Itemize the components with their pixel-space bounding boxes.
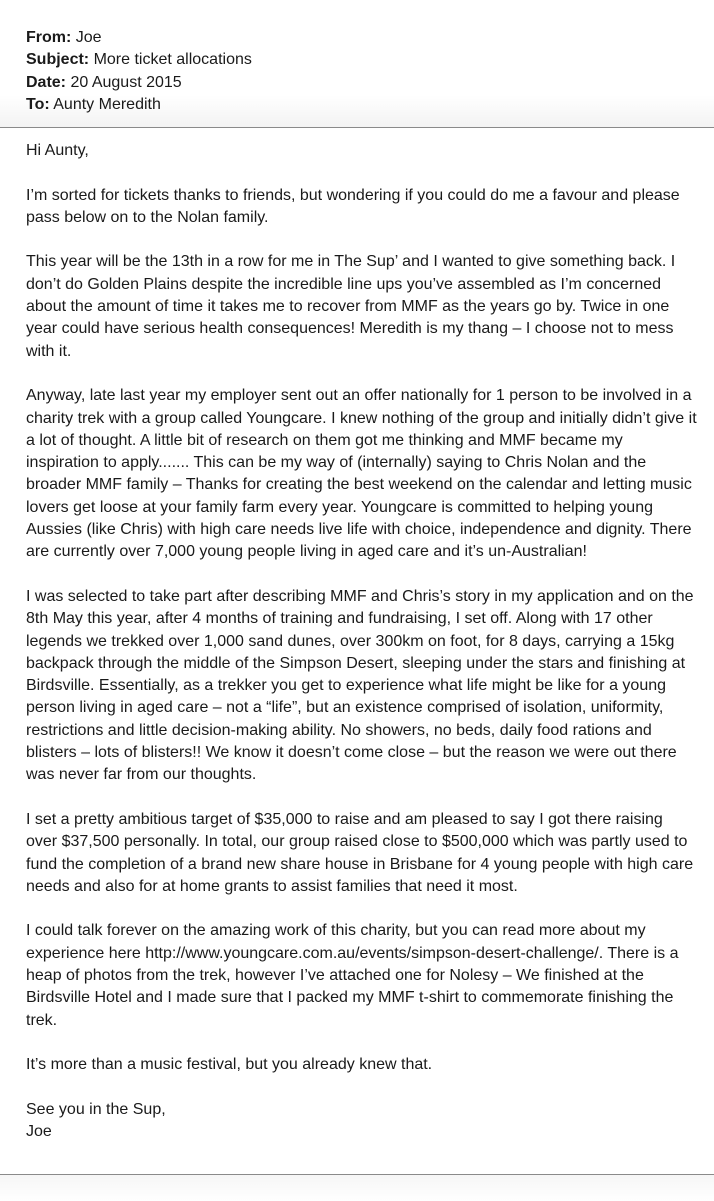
- date-label: Date:: [26, 73, 67, 91]
- subject-label: Subject:: [26, 51, 90, 69]
- email-header: [0, 0, 714, 128]
- paragraph-fundraising: I set a pretty ambitious target of $35,000 to raise and am pleased to say I got there raising over $37,500 personally. In total, our group raised close to $500,000 which was partly used to fund the completion of a brand new share house in Brisbane for 4 young people with high care needs and also for at home grants to assist families that need it most.: [26, 810, 694, 895]
- paragraph-trek: I was selected to take part after describing MMF and Chris’s story in my application and on the 8th May this year, after 4 months of training and fundraising, I set off. Along with 17 other legends we trekked over 1,000 sand dunes, over 300km on foot, for 8 days, carrying a 15kg backpack through the middle of the Simpson Desert, sleeping under the stars and finishing at Birdsville. Essentially, as a trekker you get to experience what life might be like for a young person living in aged care – not a “life”, but an existence comprised of isolation, uniformity, restrictions and little decision-making ability. No showers, no beds, daily food rations and blisters – lots of blisters!! We know it doesn’t come close – but the reason we were out there was never far from our thoughts.: [26, 587, 694, 784]
- paragraph-youngcare: Anyway, late last year my employer sent out an offer nationally for 1 person to be involved in a charity trek with a group called Youngcare. I knew nothing of the group and initially didn’t give it a lot of thought. A little bit of research on them got me thinking and MMF became my inspiration to apply....... This can be my way of (internally) saying to Chris Nolan and the broader MMF family – Thanks for creating the best weekend on the calendar and letting music lovers get loose at your family farm every year. Youngcare is committed to helping young Aussies (like Chris) with high care needs live life with choice, independence and dignity. There are currently over 7,000 young people living in aged care and it’s un-Australian!: [26, 387, 697, 561]
- date-line: [26, 72, 688, 94]
- footer-divider: [0, 1174, 714, 1201]
- from-value: Joe: [75, 29, 102, 46]
- subject-line: [26, 49, 688, 71]
- from-line: [26, 27, 688, 49]
- to-label: To:: [26, 95, 50, 113]
- to-line: [26, 94, 688, 116]
- signoff-block: [26, 1099, 698, 1144]
- email-body: [26, 140, 698, 1166]
- paragraph-background: This year will be the 13th in a row for me in The Sup’ and I wanted to give something back. I don’t do Golden Plains despite the incredible line ups you’ve assembled as I’m concerned about the amount of time it takes me to recover from MMF as the years go by. Twice in one year could have serious health consequences! Meredith is my thang – I choose not to mess with it.: [26, 253, 676, 360]
- signature: Joe: [26, 1123, 52, 1141]
- from-label: From:: [26, 29, 72, 46]
- greeting: Hi Aunty,: [26, 142, 89, 159]
- subject-value: More ticket allocations: [93, 51, 252, 69]
- date-value: 20 August 2015: [70, 73, 182, 91]
- paragraph-link: I could talk forever on the amazing work of this charity, but you can read more about my experience here http://www.youngcare.com.au/events/simpson-desert-challenge/. There is a heap of photos from the trek, however I’ve attached one for Nolesy – We finished at the Birdsville Hotel and I made sure that I packed my MMF t-shirt to commemorate finishing the trek.: [26, 922, 679, 1029]
- paragraph-intro: I’m sorted for tickets thanks to friends, but wondering if you could do me a favour and please pass below on to the Nolan family.: [26, 186, 680, 226]
- to-value: Aunty Meredith: [53, 95, 161, 113]
- signoff: See you in the Sup,: [26, 1100, 166, 1118]
- paragraph-closing: It’s more than a music festival, but you already knew that.: [26, 1056, 433, 1074]
